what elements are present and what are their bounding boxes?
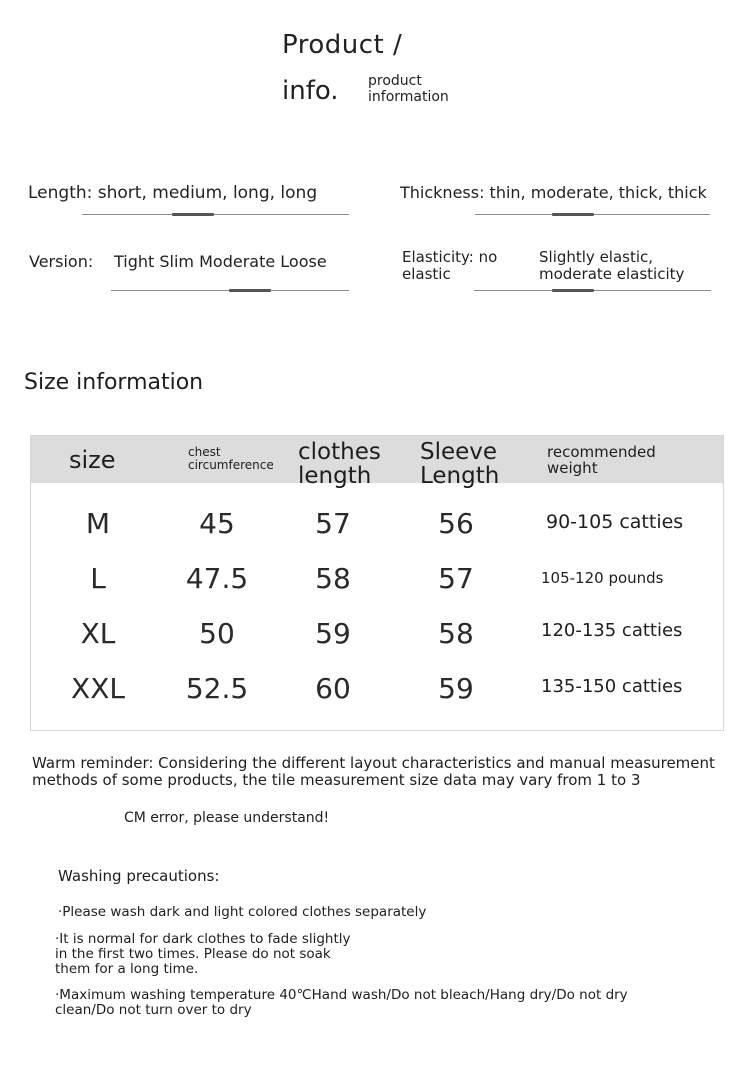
table-cell-size: XXL <box>71 672 125 705</box>
table-cell-weight: 135-150 catties <box>541 676 683 697</box>
table-cell-length: 59 <box>315 617 351 650</box>
table-cell-weight: 120-135 catties <box>541 620 683 641</box>
table-cell-length: 58 <box>315 562 351 595</box>
warm-reminder-continued: CM error, please understand! <box>124 810 330 826</box>
version-label: Version: <box>29 252 94 271</box>
table-cell-size: XL <box>80 617 116 650</box>
warm-reminder: Warm reminder: Considering the different layout characteristics and manual measurement methods of some products, the tile measurement size data may vary from 1 to 3 <box>32 754 715 789</box>
size-section-title: Size information <box>24 370 204 395</box>
version-options: Tight Slim Moderate Loose <box>114 252 327 271</box>
thickness-scale-indicator <box>552 213 594 216</box>
page-title: Product / <box>282 30 403 60</box>
table-cell-chest: 45 <box>199 507 235 540</box>
table-cell-chest: 50 <box>199 617 235 650</box>
table-cell-length: 57 <box>315 507 351 540</box>
page-subtitle: product information <box>368 73 449 105</box>
table-cell-sleeve: 58 <box>438 617 474 650</box>
table-cell-length: 60 <box>315 672 351 705</box>
table-cell-weight: 105-120 pounds <box>541 569 664 587</box>
thickness-attribute: Thickness: thin, moderate, thick, thick <box>400 183 707 202</box>
length-scale-track <box>82 214 349 215</box>
elasticity-label: Elasticity: no elastic <box>402 248 498 283</box>
length-scale-indicator <box>172 213 214 216</box>
header-sleeve-length: Sleeve Length <box>420 439 500 489</box>
table-cell-sleeve: 57 <box>438 562 474 595</box>
table-cell-sleeve: 56 <box>438 507 474 540</box>
washing-item: ·It is normal for dark clothes to fade slightly in the first two times. Please do not soak them for a long time. <box>55 931 351 977</box>
table-cell-weight: 90-105 catties <box>546 511 684 533</box>
washing-title: Washing precautions: <box>58 867 220 885</box>
table-cell-size: M <box>85 507 111 540</box>
table-cell-sleeve: 59 <box>438 672 474 705</box>
header-chest: chest circumference <box>188 445 274 472</box>
table-cell-chest: 52.5 <box>185 672 249 705</box>
header-size: size <box>69 446 116 474</box>
header-clothes-length: clothes length <box>298 439 381 489</box>
table-cell-chest: 47.5 <box>185 562 249 595</box>
washing-item: ·Maximum washing temperature 40℃Hand wash/Do not bleach/Hang dry/Do not dry clean/Do not turn over to dry <box>55 987 628 1018</box>
table-cell-size: L <box>90 562 106 595</box>
washing-item: ·Please wash dark and light colored clothes separately <box>58 904 427 920</box>
header-weight: recommended weight <box>547 443 656 477</box>
page-title-line2: info. <box>282 76 339 106</box>
elasticity-options: Slightly elastic, moderate elasticity <box>539 248 685 283</box>
version-scale-indicator <box>229 289 271 292</box>
length-attribute: Length: short, medium, long, long <box>28 183 318 203</box>
elasticity-scale-indicator <box>552 289 594 292</box>
